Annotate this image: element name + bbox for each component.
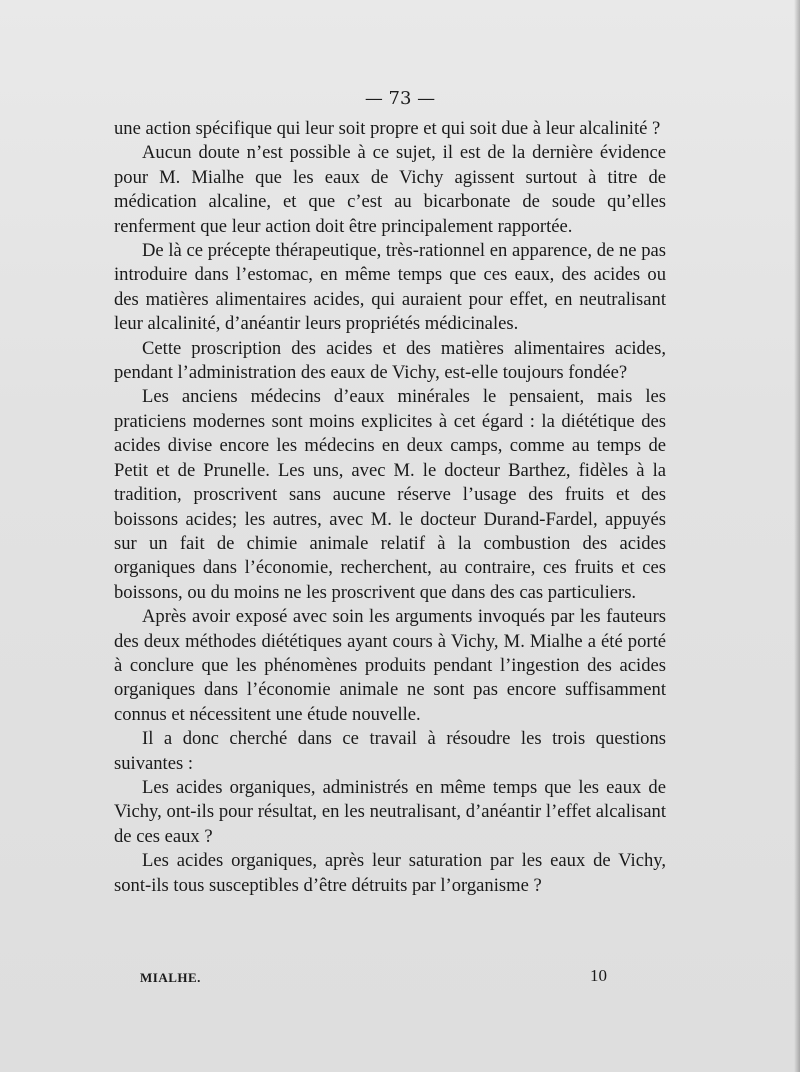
paragraph-1: une action spécifique qui leur soit propre et qui soit due à leur alcalinité ? bbox=[114, 118, 661, 139]
page-body bbox=[114, 117, 666, 898]
paragraph-3: De là ce précepte thérapeutique, très-rationnel en apparence, de ne pas introduire dans l’estomac, en même temps que ces eaux, des acides ou des matières alimentaires acides, qui auraient pour effet, en neutralisant leur alcalinité, d’anéantir leurs propriétés médicinales. bbox=[114, 240, 666, 335]
paragraph-2: Aucun doute n’est possible à ce sujet, il est de la dernière évidence pour M. Mialhe que les eaux de Vichy agissent surtout à titre de médication alcaline, et que c’est au bicarbonate de soude qu’elles renferment que leur action doit être principalement rapportée. bbox=[114, 142, 666, 237]
paragraph-7: Il a donc cherché dans ce travail à résoudre les trois questions suivantes : bbox=[114, 728, 666, 774]
paragraph-4: Cette proscription des acides et des matières alimentaires acides, pendant l’administration des eaux de Vichy, est-elle toujours fondée? bbox=[114, 337, 666, 384]
footer-signature: MIALHE. bbox=[140, 970, 201, 985]
paragraph-6: Après avoir exposé avec soin les arguments invoqués par les fauteurs des deux méthodes diététiques ayant cours à Vichy, M. Mialhe a été porté à conclure que les phénomènes produits pendant l’ingestion des acides organiques dans l’économie animale ne sont pas encore suffisamment connus et nécessitent une étude nouvelle. bbox=[114, 606, 666, 725]
paragraph-9: Les acides organiques, après leur saturation par les eaux de Vichy, sont-ils tous susceptibles d’être détruits par l’organisme ? bbox=[114, 850, 666, 896]
page-number: — 73 — bbox=[364, 88, 436, 109]
footer-sheet-number: 10 bbox=[590, 966, 607, 985]
paragraph-8: Les acides organiques, administrés en même temps que les eaux de Vichy, ont-ils pour résultat, en les neutralisant, d’anéantir l’effet alcalisant de ces eaux ? bbox=[114, 776, 666, 847]
paragraph-5: Les anciens médecins d’eaux minérales le pensaient, mais les praticiens modernes sont moins explicites à cet égard : la diététique des acides divise encore les médecins en deux camps, comme au temps de Petit et de Prunelle. Les uns, avec M. le docteur Barthez, fidèles à la tradition, proscrivent sans aucune réserve l’usage des fruits et des boissons acides; les autres, avec M. le docteur Durand-Fardel, appuyés sur un fait de chimie animale relatif à la combustion des acides organiques dans l’économie, recherchent, au contraire, ces fruits et ces boissons, ou du moins ne les proscrivent que dans des cas particuliers. bbox=[114, 386, 666, 603]
